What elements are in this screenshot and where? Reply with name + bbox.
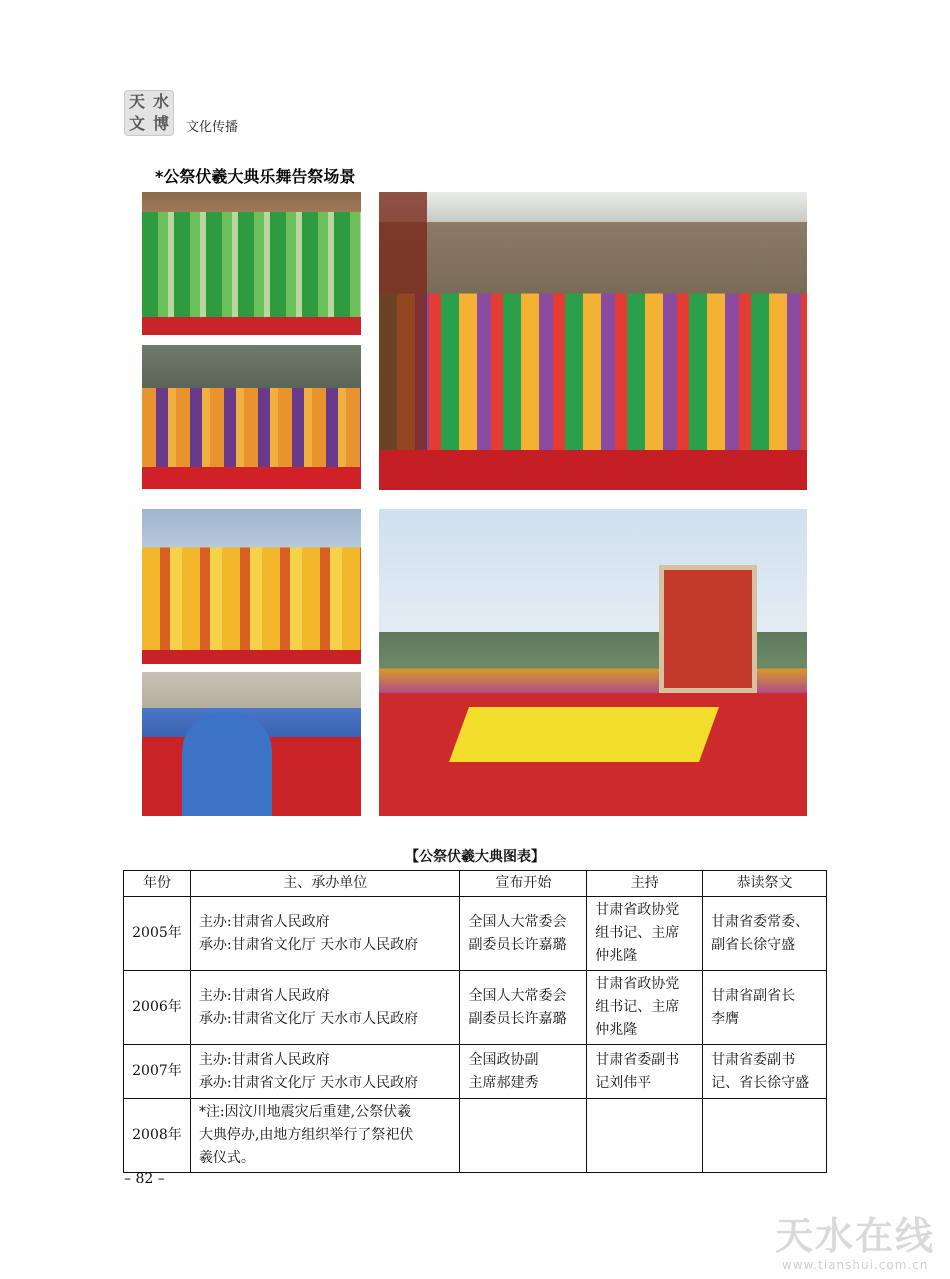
column-header: 恭读祭文 (703, 871, 827, 897)
announcer-cell (460, 971, 587, 1045)
table-row (124, 1099, 827, 1173)
cell-line: 甘肃省委副书 (595, 1051, 680, 1068)
announcer-cell (460, 1099, 587, 1173)
photo-green-dancers (142, 192, 361, 335)
logo-char: 文 (128, 114, 145, 133)
section-title: 文化传播 (186, 120, 239, 135)
cell-line: 甘肃省委副书 (711, 1051, 796, 1068)
cell-line: 主办:甘肃省人民政府 (198, 913, 330, 930)
site-logo (124, 90, 174, 136)
reader-cell (703, 1099, 827, 1173)
host-cell (587, 1045, 703, 1099)
cell-line: 副省长徐守盛 (711, 936, 796, 953)
photo-fan-dancers (142, 509, 361, 664)
photo-main-stage (379, 192, 807, 490)
cell-line: 副委员长许嘉璐 (468, 1010, 567, 1027)
cell-line: 全国人大常委会 (468, 913, 567, 930)
organizers-cell (190, 1045, 460, 1099)
cell-line: 承办:甘肃省文化厅 天水市人民政府 (198, 936, 419, 953)
cell-line: 副委员长许嘉璐 (468, 936, 567, 953)
organizers-cell (190, 1099, 460, 1173)
cell-line: 甘肃省委常委、 (711, 913, 810, 930)
table-row (124, 897, 827, 971)
reader-cell (703, 1045, 827, 1099)
reader-cell (703, 897, 827, 971)
cell-line: 甘肃省政协党 (595, 976, 680, 992)
organizers-cell (190, 971, 460, 1045)
column-header: 宣布开始 (460, 871, 587, 897)
reader-cell (703, 971, 827, 1045)
announcer-cell (460, 1045, 587, 1099)
watermark-url: www.tianshui.com.cn (782, 1258, 929, 1272)
cell-line: 甘肃省副省长 (711, 987, 796, 1004)
photo-monument-square (379, 509, 807, 816)
ceremony-table (123, 870, 827, 1173)
cell-line: 承办:甘肃省文化厅 天水市人民政府 (198, 1010, 419, 1027)
cell-line: 李膺 (711, 1010, 740, 1027)
cell-line: 仲兆隆 (595, 1022, 638, 1038)
column-header: 主、承办单位 (190, 871, 460, 897)
watermark-logo: 天水在线 (775, 1213, 936, 1258)
cell-line: 全国政协副 (468, 1051, 539, 1068)
table-header-row (124, 871, 827, 897)
cell-line: 仲兆隆 (595, 948, 638, 964)
cell-line: *注:因汶川地震灾后重建,公祭伏羲 (198, 1104, 412, 1120)
table-row (124, 1045, 827, 1099)
table-row (124, 971, 827, 1045)
table-title: 【公祭伏羲大典图表】 (405, 849, 545, 865)
cell-line: 大典停办,由地方组织举行了祭祀伏 (198, 1127, 414, 1143)
cell-line: 组书记、主席 (595, 999, 680, 1015)
logo-char: 博 (152, 114, 169, 133)
cell-line: 记、省长徐守盛 (711, 1074, 810, 1091)
column-header: 年份 (124, 871, 191, 897)
logo-char: 天 (128, 92, 145, 111)
cell-line: 承办:甘肃省文化厅 天水市人民政府 (198, 1074, 419, 1091)
column-header: 主持 (587, 871, 703, 897)
year-cell: 2007年 (124, 1045, 191, 1099)
year-cell: 2008年 (124, 1099, 191, 1173)
gallery-title: *公祭伏羲大典乐舞告祭场景 (155, 167, 356, 186)
cell-line: 羲仪式。 (198, 1150, 255, 1166)
host-cell (587, 1099, 703, 1173)
cell-line: 全国人大常委会 (468, 987, 567, 1004)
organizers-cell (190, 897, 460, 971)
announcer-cell (460, 897, 587, 971)
host-cell (587, 897, 703, 971)
photo-seated-performers (142, 672, 361, 816)
cell-line: 记刘伟平 (595, 1074, 652, 1091)
cell-line: 甘肃省政协党 (595, 902, 680, 918)
cell-line: 组书记、主席 (595, 925, 680, 941)
cell-line: 主办:甘肃省人民政府 (198, 987, 330, 1004)
cell-line: 主席郝建秀 (468, 1074, 539, 1091)
year-cell: 2005年 (124, 897, 191, 971)
photo-purple-dancers (142, 345, 361, 489)
year-cell: 2006年 (124, 971, 191, 1045)
host-cell (587, 971, 703, 1045)
page-number: – 82 – (124, 1171, 165, 1187)
cell-line: 主办:甘肃省人民政府 (198, 1051, 330, 1068)
logo-char: 水 (152, 92, 169, 111)
